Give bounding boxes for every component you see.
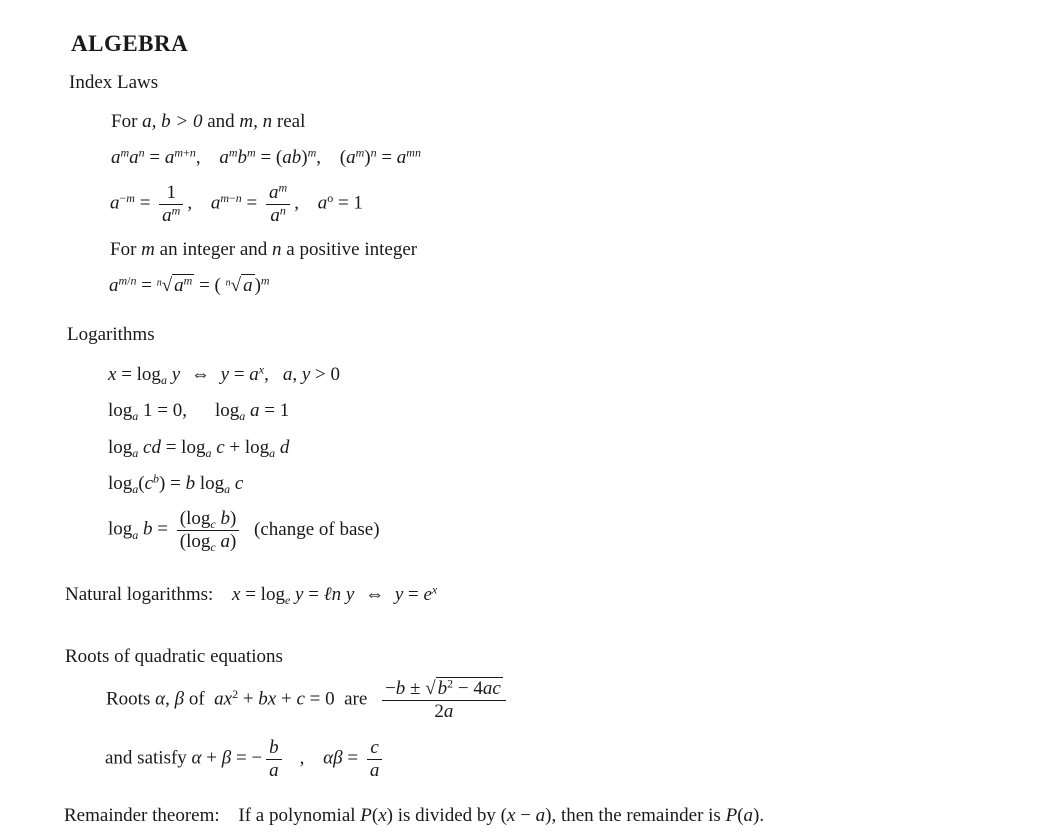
index-law-roots: $a^{m/n} = ^n√$ $a^m$ = ( $^n$√ a )$^m$ (109, 273, 270, 296)
index-laws-integer-condition: For m an integer and n a positive integer (110, 239, 418, 260)
quadratic-sum-product: and satisfy α + β = − $\frac{b}{a}$ , αβ = $\frac{c}{a}$ (105, 737, 386, 782)
remainder-heading: Remainder theorem: (64, 805, 220, 826)
remainder-theorem: Remainder theorem: If a polynomial P(x) is divided by (x − a), then the remainder is P(a). (64, 805, 765, 826)
quadratic-roots: Roots α, β of $ax^2$ + bx + c = 0 are $\frac{-b \pm √ b^2 - 4ac}{2a}$ (106, 678, 510, 723)
change-of-base-note: (change of base) (254, 518, 380, 540)
natural-logs: Natural logarithms: $x = \log_e y$ = ℓn y ⇔ $y = e^x$ (65, 582, 438, 608)
log-product: $\log_a$ cd = $\log_a c + \log_a d$ (108, 437, 290, 461)
natural-logs-heading: Natural logarithms: (65, 584, 214, 605)
index-laws-heading: Index Laws (69, 72, 159, 93)
index-law-negatives: $a^{-m}$ = $\frac{1}{a^m}$ , $a^{m-n}$ = $\frac{a^m}{a^n}$ , $a^o = 1$ (110, 180, 363, 226)
logarithms-heading: Logarithms (67, 324, 155, 345)
log-identities: $\log_a 1 = 0$, $\log_a a = 1$ (108, 400, 290, 424)
index-law-products: $a^ma^n = a^{m+n}$, $a^mb^m = (ab)^m$, $(a^m)^n = a^{mn}$ (111, 145, 421, 168)
index-laws-condition: For a, b > 0 and m, n real (111, 111, 306, 132)
log-definition: $x = \log_a y$ ⇔ $y = a^x$, a, y > 0 (108, 362, 341, 388)
log-power: $\log_a(c^b) = b$ $\log_a c$ (108, 471, 244, 497)
page-title: ALGEBRA (71, 31, 189, 56)
quadratic-heading: Roots of quadratic equations (65, 646, 283, 667)
log-change-of-base: $\log_a b$ = $\frac{(\log_c b)}{(\log_c a)}$ (change of base) (108, 508, 380, 555)
